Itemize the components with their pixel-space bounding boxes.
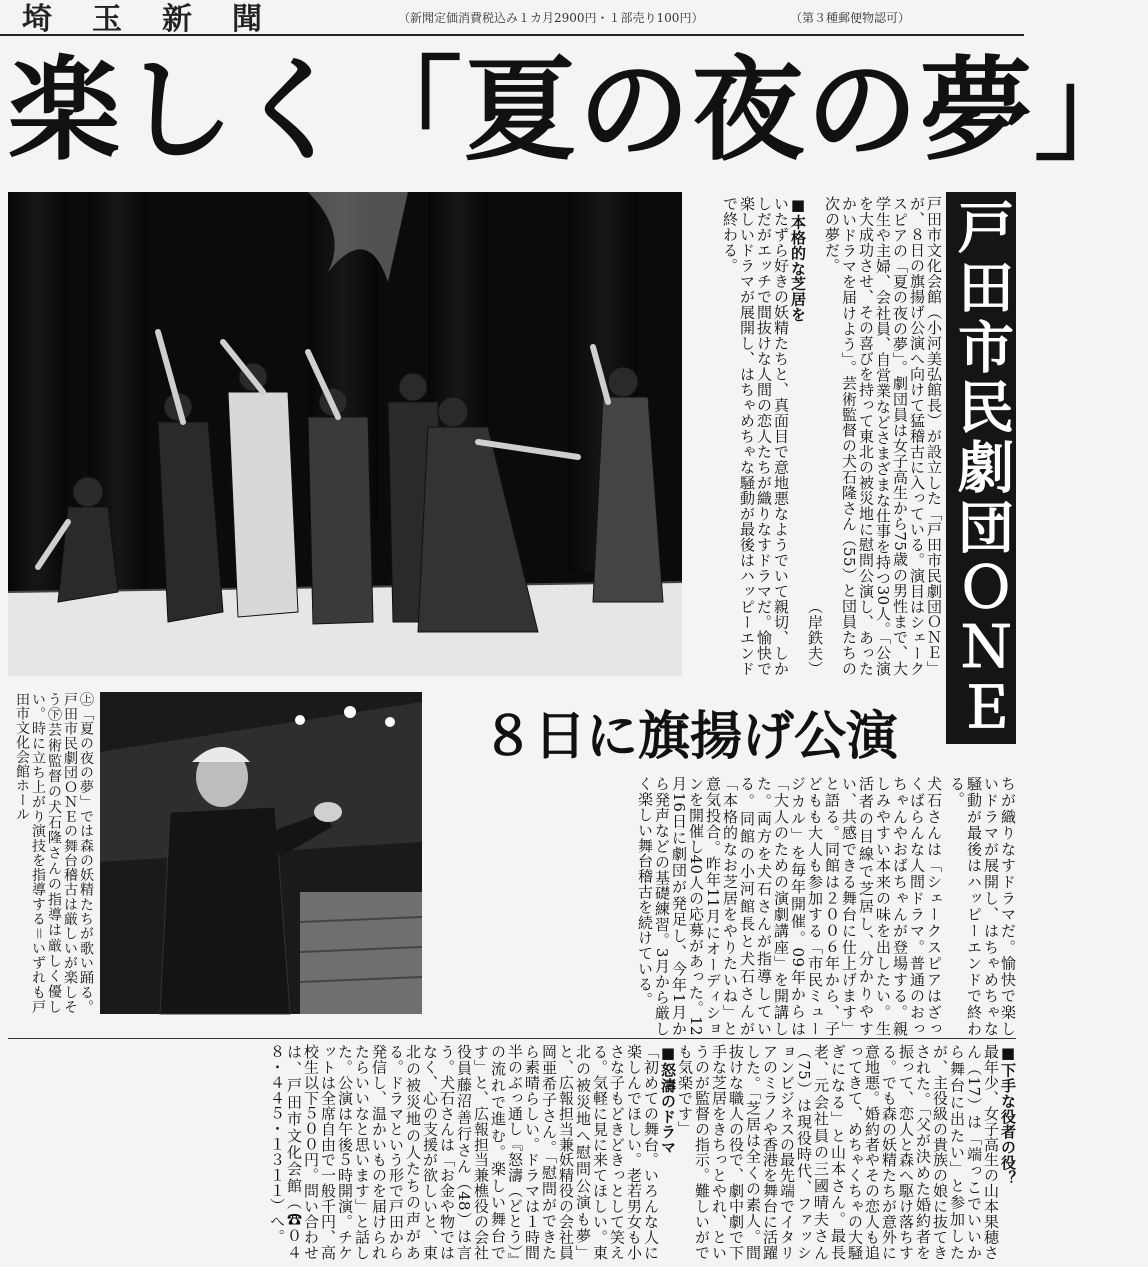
middle-text: 犬石さんは「シェークスピアはざっくばらんな人間ドラマ。普通のおっちゃんやおばちゃんが登場する。親しみやすい本来の味を出したい。生活者の目線で芝居し、分かりやすい、共感できる舞台に仕上げます」と語る。同館は２００６年から、子どもも大人も参加する「市民ミュージカル」を毎年開催。09年からは「大人のための演劇講座」を開講した。両方を犬石さんが指導している。同館の小河館長と犬石さんが「本格的なお芝居をやりたいね」と意気投合。昨年11月にオーディションを開催し40人の応募があった。12月16日に劇団が発足し、今年1月から発声などの基礎練習。3月から厳しく楽しい舞台稽古を続けている。 bbox=[636, 776, 943, 1036]
photo-caption: ㊤「夏の夜の夢」では森の妖精たちが歌い踊る。戸田市民劇団ＯＮＥの舞台稽古は厳しいが楽しそう㊦芸術監督の犬石隆さんの指導は厳しく優しい。時に立ち上がり演技を指導する＝いずれも戸田市文化会館ホール bbox=[14, 692, 94, 1014]
masthead bbox=[0, 0, 1024, 36]
director-photo bbox=[100, 692, 422, 1014]
lead-article bbox=[692, 196, 942, 676]
headline: 楽しく「夏の夜の夢」 bbox=[8, 45, 1148, 176]
article-bottom bbox=[8, 1044, 1016, 1260]
price-note: （新聞定価消費税込み１カ月2900円・１部売り100円） bbox=[398, 11, 704, 25]
paper-name: 埼玉新聞 bbox=[22, 2, 302, 37]
section2-heading: ■下手な役者の役？ bbox=[999, 1044, 1017, 1186]
article-right-column bbox=[946, 776, 1016, 1036]
stage-photo bbox=[8, 192, 682, 676]
director-photo-image bbox=[100, 692, 422, 1014]
section3-text: 「初めての舞台。いろんな人に楽しんでほしい。老若男女も小さな子もどきどきっとして笑える。気軽に見に来てほしい。東北の被災地へ慰問公演も夢」と、広報担当兼妖精役の会社員岡亜希子さん。「慰問ができたら素晴らしい。ドラマは１時間半のぶっ通し『怒濤（どとう）』の流れで進む。楽しい舞台です」と、広報担当兼樵役の会社役員藤沼善行さん（48）は言う。犬石さんは「お金や物ではなく、心の支援が欲しいと、東北の被災地の人たちの声がある。ドラマという形で戸田から発信し、温かいものを届けられたらいいなと思います」と話した。公演は午後５時開演。チケットは全席自由で一般千円、高校生以下５００円。問い合わせは、戸田市文化会館（☎０４８・４４５・１３１１）へ。 bbox=[268, 1044, 660, 1260]
divider-line bbox=[8, 1038, 1016, 1039]
section1-text: いたずら好きの妖精たちと、真面目で意地悪なようでいて親切、しかしだがエッチで間抜けな人間の恋人たちが織りなすドラマだ。愉快で楽しいドラマが展開し、はちゃめちゃな騒動が最後はハッピーエンドで終わる。 bbox=[721, 196, 790, 676]
section1-heading: ■本格的な芝居を bbox=[789, 196, 807, 323]
lead-text: 戸田市文化会館（小河美弘館長）が設立した「戸田市民劇団ＯＮＥ」が、８日の旗揚げ公演へ向けて猛稽古に入っている。演目はシェークスピアの「夏の夜の夢」。劇団員は女子高生から75歳の男性まで、大学生や主婦、会社員、自営業などさまざまな仕事を持つ30人。「公演を大成功させ、その喜びを持って東北の被災地に慰問公演し、あったかいドラマを届けよう」。芸術監督の犬石隆さん（55）と団員たちの次の夢だ。 bbox=[823, 196, 943, 676]
lead-byline: （岸鉄夫） bbox=[806, 599, 824, 676]
stage-photo-image bbox=[8, 192, 682, 676]
right-column-text: ちが織りなすドラマだ。愉快で楽しいドラマが展開し、はちゃめちゃな騒動が最後はハッピーエンドで終わる。 bbox=[948, 776, 1017, 1036]
article-middle bbox=[432, 776, 942, 1036]
group-name-banner: 戸田市民劇団ＯＮＥ bbox=[946, 192, 1016, 744]
section3-heading: ■怒濤のドラマ bbox=[659, 1044, 677, 1155]
subheadline: ８日に旗揚げ公演 bbox=[481, 706, 898, 767]
section2-text: 最年少、女子高生の山本果穂さん（17）は「端っこでいいから舞台に出たい」と参加したが、主役級の貴族の娘に抜てきされた。「父が決めた婚約者を振って、恋人と森へ駆け落ちする。でも森の妖精たちが意外に意地悪。婚約者やその恋人も追ってきて、めちゃくちゃの大騒ぎになる」と山本さん。最長老、元会社員の三國晴夫さん（75）は現役時代、ファッションビジネスの最先端でイタリアのミラノや香港を舞台に活躍した。「芝居は全くの素人。間抜けな職人の役で、劇中劇で下手な芝居をきちっとやれ、というのが監督の指示。難しいがでも気楽です」 bbox=[676, 1044, 1000, 1260]
postal-note: （第３種郵便物認可） bbox=[790, 11, 911, 25]
